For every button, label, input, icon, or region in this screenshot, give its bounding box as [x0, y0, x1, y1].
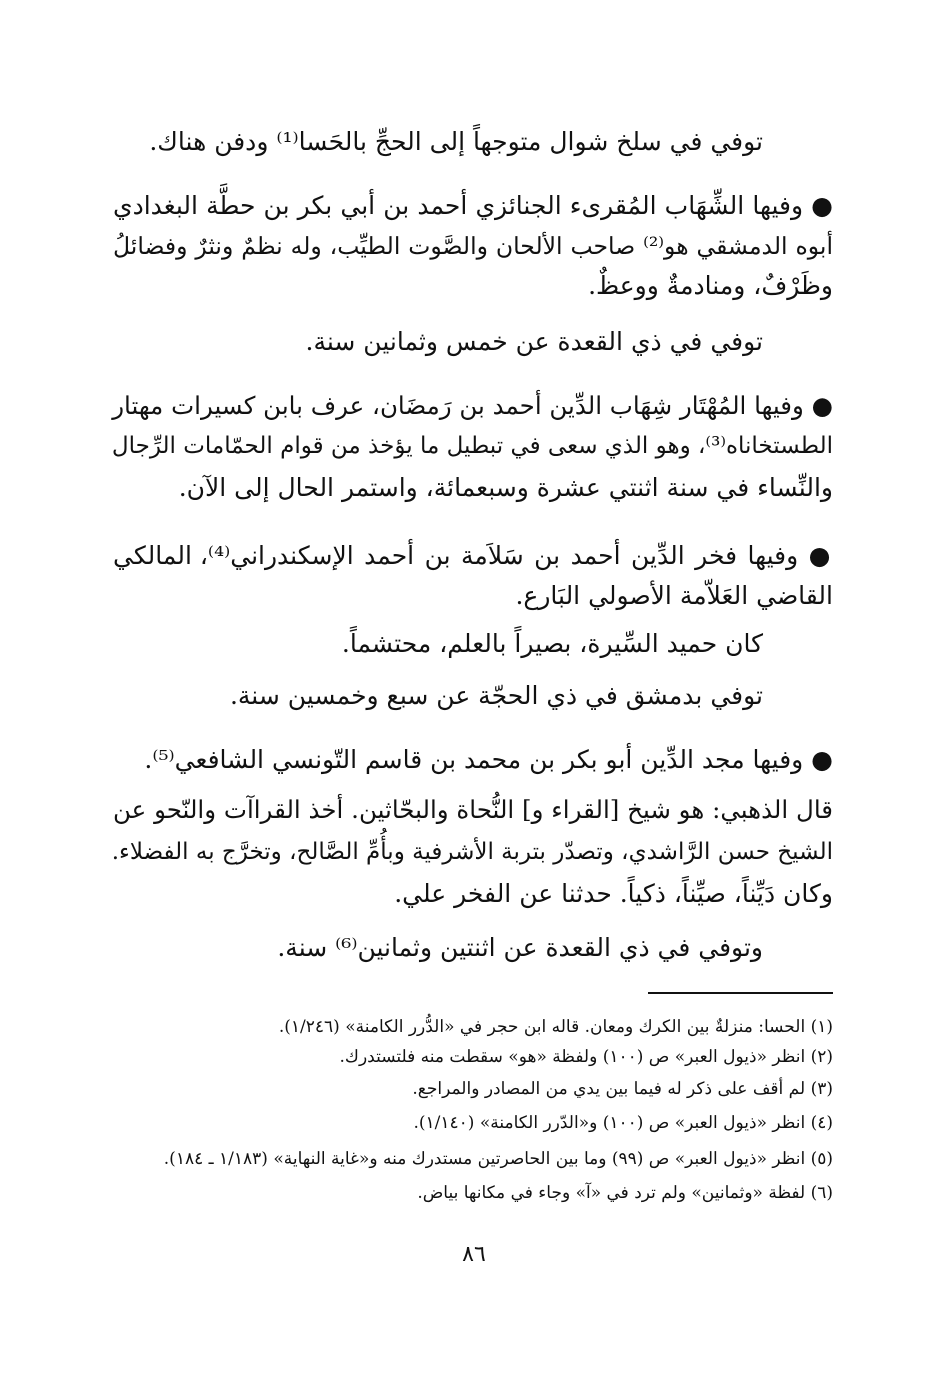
entry-ibn-hatta-line-2: أبوه الدمشقي هو⁽²⁾ صاحب الألحان والصَّوت الطيِّب، وله نظمٌ ونثرٌ وفضائلُ [113, 232, 833, 260]
footnote-3: (٣) لم أقف على ذكر له فيما بين يدي من المصادر والمراجع. [412, 1079, 833, 1099]
footnote-divider [648, 992, 833, 994]
entry-mihtar-line-1: ● وفيها المُهْتَار شِهَاب الدِّين أحمد بن رَمضَان، عرف بابن كسيرات مهتار [112, 391, 833, 420]
fakhr-description: كان حميد السِّيرة، بصيراً بالعلم، محتشماً. [341, 629, 763, 658]
dhahabi-quote-line-3: وكان دَيِّناً، صيِّناً، ذكياً. حدثنا عن الفخر علي. [394, 879, 833, 908]
entry-ibn-hatta-line-3: وظَرْفٌ، ومنادمةٌ ووعظٌ. [588, 271, 833, 300]
footnote-5: (٥) انظر «ذيول العبر» ص (٩٩) وما بين الحاصرتين مستدرك منه و«غاية النهاية» (١/١٨٣ ـ ١٨٤). [163, 1149, 833, 1169]
footnote-4: (٤) انظر «ذيول العبر» ص (١٠٠) و«الدّرر الكامنة» (١/١٤٠). [413, 1113, 833, 1133]
body-line-1: توفي في سلخ شوال متوجهاً إلى الحجِّ بالحَسا⁽¹⁾ ودفن هناك. [149, 127, 763, 156]
death-note-majd: وتوفي في ذي القعدة عن اثنتين وثمانين⁽⁶⁾ سنة. [277, 933, 763, 962]
footnote-2: (٢) انظر «ذيول العبر» ص (١٠٠) ولفظة «هو» سقطت منه فلتستدرك. [339, 1047, 833, 1067]
footnote-1: (١) الحسا: منزلةٌ بين الكرك ومعان. قاله ابن حجر في «الدُّرر الكامنة» (١/٢٤٦). [278, 1017, 833, 1037]
death-note-ibn-hatta: توفي في ذي القعدة عن خمس وثمانين سنة. [305, 327, 763, 356]
dhahabi-quote-line-2: الشيخ حسن الرَّاشدي، وتصدّر بتربة الأشرفية وبأُمِّ الصَّالح، وتخرَّج به الفضلاء. [111, 839, 833, 865]
entry-mihtar-line-2: الطستخاناه⁽³⁾، وهو الذي سعى في تبطيل ما يؤخذ من قوام الحمّامات الرِّجال [111, 433, 833, 459]
footnote-6: (٦) لفظة «وثمانين» ولم ترد في «آ» وجاء في مكانها بياض. [417, 1183, 833, 1203]
entry-mihtar-line-3: والنِّساء في سنة اثنتي عشرة وسبعمائة، واستمر الحال إلى الآن. [178, 473, 833, 502]
page-number: ٨٦ [462, 1242, 486, 1267]
entry-fakhr-line-2: القاضي العَلاّمة الأصولي البَارع. [515, 581, 833, 610]
entry-ibn-hatta-line-1: ● وفيها الشِّهَاب المُقرىء الجنائزي أحمد بن أبي بكر بن حطَّة البغدادي [113, 191, 833, 220]
entry-fakhr-line-1: ● وفيها فخر الدِّين أحمد بن سَلاَمة بن أحمد الإسكندراني⁽⁴⁾، المالكي [113, 541, 833, 570]
dhahabi-quote-line-1: قال الذهبي: هو شيخ [القراء و] النُّحاة والبحّاثين. أخذ القراآت والنّحو عن [113, 795, 833, 824]
death-note-fakhr: توفي بدمشق في ذي الحجّة عن سبع وخمسين سنة. [229, 681, 763, 710]
entry-majd-line-1: ● وفيها مجد الدِّين أبو بكر بن محمد بن قاسم التّونسي الشافعي⁽⁵⁾. [144, 745, 833, 774]
